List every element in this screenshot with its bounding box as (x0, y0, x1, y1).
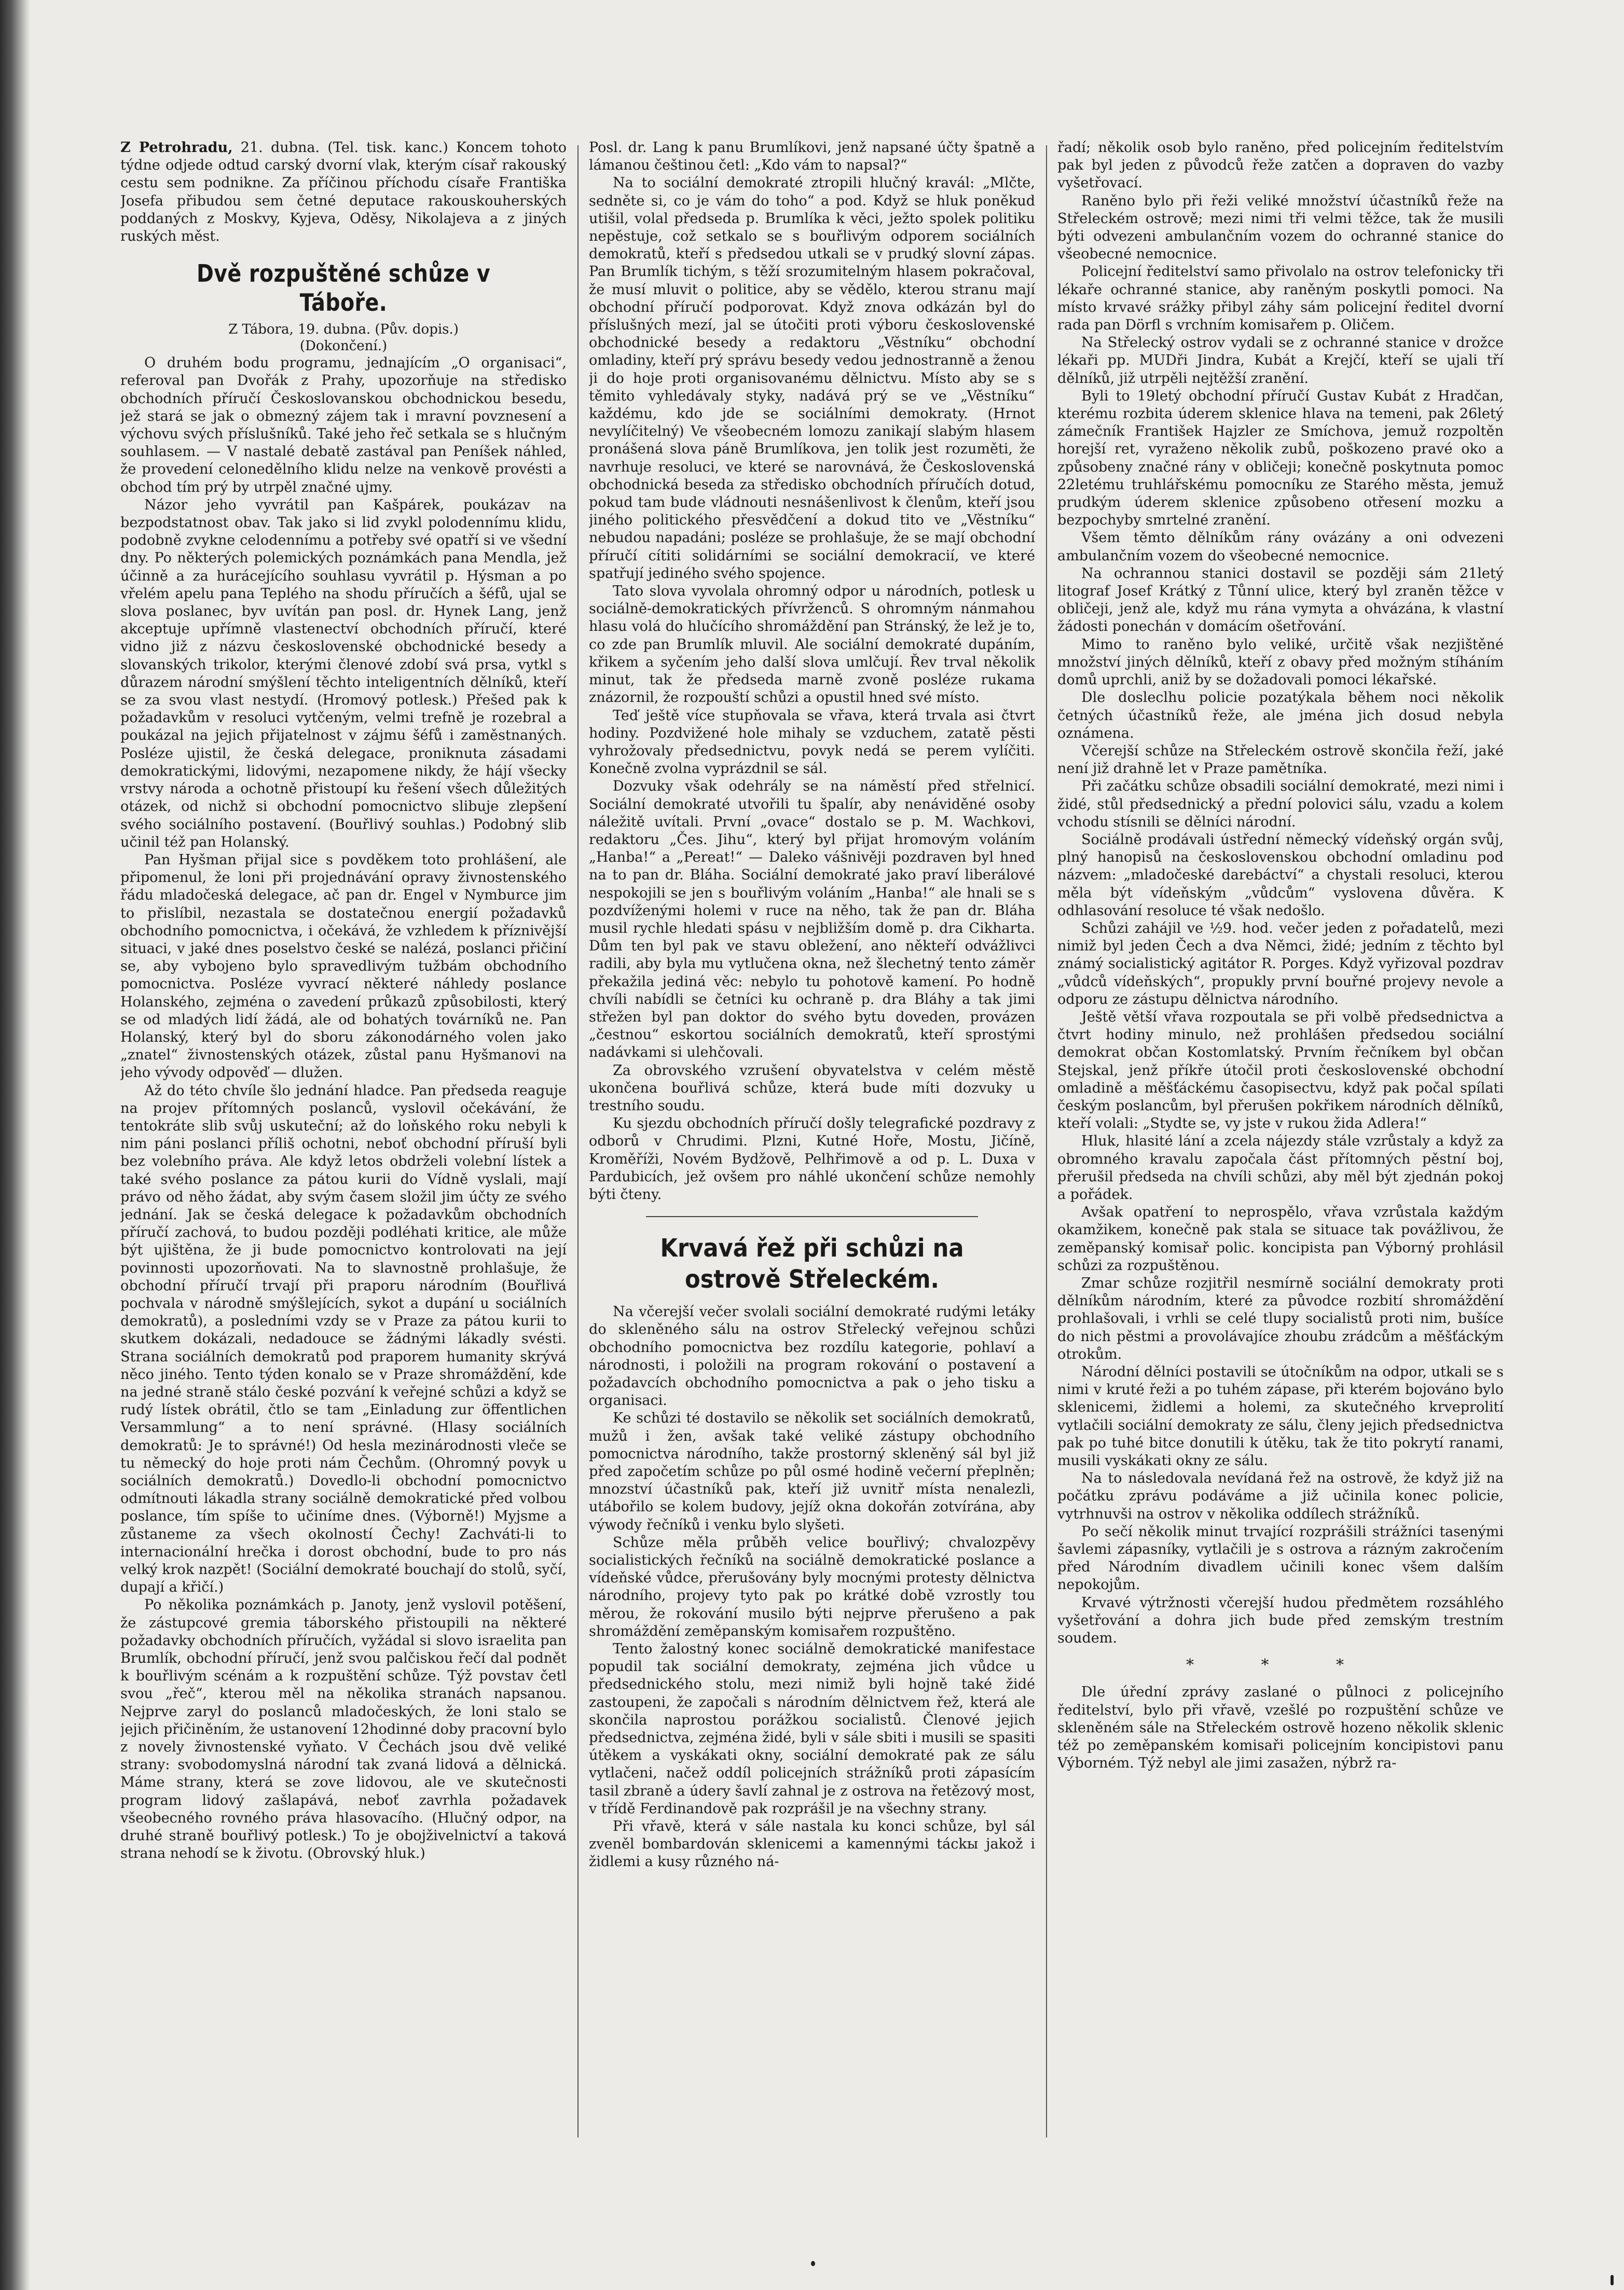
paragraph: Ku sjezdu obchodních příručí došly telegrafické pozdravy z odborů v Chrudimi. Plzni, Kutné Hoře, Mostu, Jičíně, Kroměříži, Novém Bydžově, Pelhřimově a od p. L. Duxa v Pardubicích, jež ovšem pro náhlé ukončení schůze nemohly býti čteny. (589, 1115, 1035, 1203)
paragraph: Pan Hyšman přijal sice s povděkem toto prohlášení, ale připomenul, že loni při projednávání opravy živnostenského řádu mladočeská delegace, ač pan dr. Engel v Nymburce jim to přislíbil, nezastala se dostatečnou energií požadavků obchodního pomocnictva, i očekává, že vzhledem k příznivější situaci, v jaké dnes poselstvo české se nalézá, poslanci přičiní se, aby vybojeno bylo spravedlivým tužbám obchodního pomocnictva. Posléze vyvrací některé náhledy poslance Holanského, zejména o zavedení průkazů způsobilosti, který se od mladých lidí žádá, ale od bohatých továrníků ne. Pan Holanský, který byl do sboru zákonodárného volen jako „znatel“ živnostenských otázek, zůstal panu Hyšmanovi na jeho vývody odpověď — dlužen. (120, 851, 567, 1081)
scan-speck (1611, 2275, 1614, 2285)
paragraph: Schůze měla průběh velice bouřlivý; chvalozpěvy socialistických řečníků na sociálně demokratické poslance a vídeňské vůdce, přerušovány byly mocnými protesty dělnictva národního, projevy tyto pak po krátké době vzrostly tou měrou, že rokování musilo býti nejprve přerušeno a pak shromáždění zeměpanským komisařem rozpuštěno. (589, 1534, 1035, 1639)
paragraph: Názor jeho vyvrátil pan Kašpárek, poukázav na bezpodstatnost obav. Tak jako si lid zvykl polodennímu klidu, podobně zvykne celodennímu a potřeby své opatří si ve všední dny. Po některých polemických poznámkách pana Mendla, jež účinně a za hurácejícího souhlasu vyvrátil p. Hýsman a po vřelém apelu pana Teplého na shodu příručích a šéfů, ujal se slova poslanec, byv uvítán pan posl. dr. Hynek Lang, jenž akceptuje upřímně vlastenectví obchodních příručí, které vidno již z názvu československé obchodnické besedy a slovanských trikolor, kterými členové zdobí svá prsa, vytkl s důrazem národní smýšlení těchto inteligentních dělníků, kteří se za svou vlast nestydí. (Hromový potlesk.) Přešed pak k požadavkům v resoluci vytčeným, velmi trefně je rozebral a poukázal na jejich přijatelnost v zájmu šéfů i zaměstnaných. Posléze ujistil, že česká delegace, proniknuta zásadami demokratickými, lidovými, nezapomene nikdy, že hájí všecky vrstvy národa a ochotně přistoupí ku řešení všech důležitých otázek, od nichž si obchodní pomocnictvo slibuje zlepšení svého sociálního postavení. (Bouřlivý souhlas.) Podobný slib učinil též pan Holanský. (120, 496, 567, 850)
news-item-body: 21. dubna. (Tel. tisk. kanc.) Koncem tohoto týdne odjede odtud carský dvorní vlak, kterým císař rakouský cestu sem podnikne. Za příčinou příchodu císaře Františka Josefa přibudou sem četné deputace rakouskouherských poddaných z Moskvy, Kyjeva, Oděsy, Nikolajeva a z jiných ruských měst. (120, 140, 567, 245)
paragraph: Raněno bylo při řeži veliké množství účastníků řeže na Střeleckém ostrově; mezi nimi tři velmi těžce, tak že musili býti odvezeni ambulančním vozem do ochranné stanice do všeobecné nemocnice. (1057, 192, 1504, 263)
column-2 (589, 139, 1035, 2178)
paragraph: Tato slova vyvolala ohromný odpor u národních, potlesk u sociálně-demokratických přívrženců. S ohromným nánmahou hlasu volá do hlučícího shromáždění pan Stránský, že lež je to, co zde pan Brumlík mluvil. Ale sociální demokraté dupáním, křikem a syčením jeho další slova umlčují. Řev trval několik minut, tak že předseda marně zvoně posléze rukama znázornil, že rozpouští schůzi a opustil hned své místo. (589, 583, 1035, 706)
paragraph: řadí; několik osob bylo raněno, před policejním ředitelstvím pak byl jeden z původců řeže zatčen a dopraven do vazby vyšetřovací. (1057, 140, 1504, 191)
paragraph: Dle dosleclhu policie pozatýkala během noci několik četných účastníků řeže, ale jména jich dosud nebyla oznámena. (1057, 689, 1504, 741)
dateline-lead: Z Petrohradu, (120, 140, 233, 156)
article-dateline: Z Tábora, 19. dubna. (Pův. dopis.) (228, 322, 459, 338)
paragraph: Na Střelecký ostrov vydali se z ochranné stanice v drožce lékaři pp. MUDři Jindra, Kubát a Krejčí, kteří se ujali tří dělníků, již utrpěli nejtěžší zranění. (1057, 335, 1504, 387)
paragraph: Byli to 19letý obchodní příručí Gustav Kubát z Hradčan, kterému rozbita úderem sklenice hlava na temeni, pak 26letý zámečník František Hajzler ze Smíchova, jemuž rozpoltěn horejší ret, vyraženo několik zubů, poškozeno pravé oko a způsobeny značné rány v obličeji; konečně poskytnuta pomoc 22letému truhlářskému pomocníku ze Starého města, jemuž prudkým úderem sklenice způsobeno otřesení mozku a bezpochyby smrtelné zranění. (1057, 388, 1504, 529)
paragraph: Dle úřední zprávy zaslané o půlnoci z policejního ředitelství, bylo při vřavě, vzešlé po rozpuštění schůze ve skleněném sále na Střeleckém ostrově hozeno několik sklenic též po zeměpanském komisaři policejním koncipistovi panu Výborném. Týž nebyl ale jimi zasažen, nýbrž ra- (1057, 1684, 1504, 1772)
paragraph: O druhém bodu programu, jednajícím „O organisaci“, referoval pan Dvořák z Prahy, upozorňuje na středisko obchodních příručí Českoslovanskou obchodnickou besedu, jež stará se jak o obmezný zájem tak i mravní povznesení a výchovu svých příslušníků. Také jeho řeč setkala se s hlučným souhlasem. — V nastalé debatě zastával pan Peníšek náhled, že provedení celonedělního klidu nelze na venkově provésti a obchod tím prý by utrpěl značné ujmy. (120, 355, 567, 495)
paragraph: Zmar schůze rozjitřil nesmírně sociální demokraty proti dělníkům národním, které za původce rozbití shromáždění prohlašovali, i vrhli se celé tlupy socialistů proti nim, bušíce do nich pěstmi a provolávajíce zhoubu zrádcům a měšťáckým otrokům. (1057, 1275, 1504, 1362)
paragraph: Při začátku schůze obsadili sociální demokraté, mezi nimi i židé, stůl předsednický a přední polovici sálu, vzadu a kolem vchodu stísnili se dělníci národní. (1057, 778, 1504, 830)
article-headline: Krvavá řež při schůzi na ostrově Střeleckém. (660, 1234, 964, 1294)
continuation-note: (Dokončení.) (299, 338, 388, 354)
paragraph: Ještě větší vřava rozpoutala se při volbě předsednictva a čtvrt hodiny minulo, než prohlášen předsedou sociální demokrat občan Kostomlatský. Prvním řečníkem byl občan Stejskal, jenž příkře útočil proti československé obchodní omladině a měšťáckému časopisectvu, když pak počal spílati českým poslancům, byl přerušen pokřikem národních dělníků, kteří volali: „Stydte se, vy jste v rukou žida Adlera!“ (1057, 1009, 1504, 1132)
paragraph: Včerejší schůze na Střeleckém ostrově skončila řeží, jaké není již drahně let v Praze pamětníka. (1057, 742, 1504, 777)
paragraph: Tento žalostný konec sociálně demokratické manifestace popudil tak sociální demokraty, zejména jich vůdce u předsednického stolu, mezi nimiž byli hojně také židé zastoupeni, že započali s národním dělnictvem řež, která ale skončila naprostou porážkou socialistů. Členové jejich předsednictva, zejména židé, byli v sále sbiti i musili se spasiti útěkem a vyskákati okny, sociální demokraté pak ze sálu vytlačeni, načež oddíl policejních strážníků proti zápasícím tasil zbraně a údery šavlí zahnal je z ostrova na řetězový most, v třídě Ferdinandově pak rozprášil je na všechny strany. (589, 1641, 1035, 1817)
paragraph: Národní dělníci postavili se útočníkům na odpor, utkali se s nimi v kruté řeži a po tuhém zápase, při kterém bojováno bylo sklenicemi, židlemi a holemi, za skutečného krveprolití vytlačili sociální demokraty ze sálu, členy jejich předsednictva pak po tuhé bitce donutili k útěku, tak že tito pokrytí ranami, musili vyskákati okny ze sálu. (1057, 1364, 1504, 1469)
article-separator (646, 1216, 978, 1217)
column-3 (1057, 139, 1504, 2178)
paragraph: Na to sociální demokraté ztropili hlučný kravál: „Mlčte, sedněte si, co je vám do toho“ a pod. Když se hluk poněkud utišil, volal předseda p. Brumlíka k věci, ježto spolek politiku nepěstuje, což setkalo se s bouřlivým odporem sociálních demokratů, kteří s předsedou utkali se v prudký slovní zápas. Pan Brumlík tichým, s těží srozumitelným hlasem pokračoval, že musí mluvit o politice, aby se vědělo, kterou stranu mají obchodní příručí podporovat. Když znova odkázán byl do příslušných mezí, jal se útočiti proti výboru československé obchodnické besedy a redaktoru „Věstníku“ obchodní omladiny, kteří prý správu besedy vedou jednostranně a ženou ji do hoje proti organisovanému dělnictvu. Místo aby se s těmito vyhledávaly styky, nadává prý se ve „Věstníku“ každému, kdo jde se sociálními demokraty. (Hrnot nevylíčitelný) Ve všeobecném lomozu zanikají slabým hlasem pronášená slova páně Brumlíkova, jen tolik jest rozuměti, že navrhuje resoluci, ve které se narovnává, že Československá obchodnická beseda za středisko obchodních příručích dotud, pokud tam bude vládnouti nesnášenlivost k členům, kteří jsou jiného politického přesvědčení a dokud tito ve „Věstníku“ nebudou napadáni; posléze se prohlašuje, že se mají obchodní příručí cítiti solidárními se sociální demokracií, ve které spatřují jediného svého spojence. (589, 175, 1035, 582)
paragraph: Sociálně prodávali ústřední německý vídeňský orgán svůj, plný hanopisů na československou obchodní omladinu pod názvem: „mladočeské darebáctví“ a chystali resoluci, kterou měla být vídeňským „vůdcům“ vyslovena důvěra. K odhlasování resoluce té však nedošlo. (1057, 831, 1504, 919)
paragraph: Avšak opatření to neprospělo, vřava vzrůstala každým okamžikem, konečně pak stala se situace tak povážlivou, že zeměpanský komisař polic. koncipista pan Výborný prohlásil schůzi za rozpuštěnou. (1057, 1204, 1504, 1274)
paragraph: Hluk, hlasité lání a zcela nájezdy stále vzrůstaly a když za obromného kravalu započala část přítomných pěstní boj, přerušil předseda na chvíli schůzi, aby měl být zjednán pokoj a pořádek. (1057, 1133, 1504, 1203)
paragraph: Na ochrannou stanici dostavil se později sám 21letý litograf Josef Krátký z Tůnní ulice, který byl zraněn těžce v obličeji, jenž ale, když mu rána vymyta a ohvázána, k vlastní žádosti ponechán v domácím ošetřování. (1057, 565, 1504, 635)
paragraph: Všem těmto dělníkům rány ovázány a oni odvezeni ambulančním vozem do všeobecné nemocnice. (1057, 530, 1504, 564)
section-stars: * * * (1186, 1656, 1375, 1675)
column-rule (577, 145, 579, 2137)
paragraph: Teď ještě více stupňovala se vřava, která trvala asi čtvrt hodiny. Pozdvižené hole mihaly se vzduchem, zatatě pěsti vyhrožovaly předsednictvu, povyk nedá se perem vylíčiti. Konečně zvolna vyprázdnil se sál. (589, 707, 1035, 777)
paragraph: Až do této chvíle šlo jednání hladce. Pan předseda reaguje na projev přítomných poslanců, vyslovil očekávání, že tentokráte slib svůj uskuteční; až do loňského roku nebyli k nim páni poslanci příliš ochotni, neboť obchodní příruší byli bez volebního práva. Ale když letos obdrželi volební lístek a také svého poslance za pátou kurii do Vídně vyslali, mají právo od něho žádat, aby svým časem složil jim účty ze svého jednání. Jak se česká delegace k požadavkům obchodních příručí zachová, to budou později podléhati kritice, ale může být ujištěna, že ji bude pomocnictvo kontrolovati na její povinnosti upozorňovati. Na to slavnostně prohlašuje, že obchodní příručí trvají při praporu národním (Bouřlivá pochvala v národně smýšlejících, sykot a dupání u sociálních demokratů), a posledními vzdy se v Praze za pátou kurii to skutkem dokázali, nedadouce se žádnými lákadly svésti. Strana sociálních demokratů pod praporem humanity skrývá něco jiného. Tento týden konalo se v Praze shromáždění, kde na jedné straně stálo české pozvání k veřejné schůzi a když se rudý lístek obrátil, čtlo se tam „Einladung zur öffentlichen Versammlung“ a to není správné. (Hlasy sociálních demokratů: Je to správné!) Od hesla mezinárodnosti vleče se tu německý do hoje proti nám Čechům. (Ohromný povyk u sociálních demokratů.) Dovedlo-li obchodní pomocnictvo odmítnouti lákadla strany sociálně demokratické před volbou poslance, tím spíše to učiníme dnes. (Výborně!) Myjsme a zůstaneme za všech okolností Čechy! Zachváti-li to internacionální hrečka i dorost obchodní, bude to pro nás velký krok nazpět! (Sociální demokraté bouchají do stolů, syčí, dupají a křičí.) (120, 1082, 567, 1596)
column-1 (120, 139, 567, 2178)
scan-edge (0, 0, 30, 2290)
paragraph: Ke schůzi té dostavilo se několik set sociálních demokratů, mužů i žen, avšak také veliké zástupy obchodního pomocnictva národního, takže prostorný skleněný sál byl již před započetím schůze po půl osmé hodině večerní přeplněn; mnozství účastníků pak, kteří již uvnitř místa nenalezli, utábořilo se kolem budovy, jejíž okna dokořán zotvírána, aby výwody řečníků i venku bylo slyšeti. (589, 1410, 1035, 1533)
paragraph: Policejní ředitelství samo přivolalo na ostrov telefonicky tři lékaře ochranné stanice, aby raněným poskytli pomoci. Na místo krvavé srážky přibyl záhy sám policejní ředitel dvorní rada pan Dörfl s vrchním komisařem p. Oličem. (1057, 264, 1504, 334)
paragraph: Posl. dr. Lang k panu Brumlíkovi, jenž napsané účty špatně a lámanou češtinou četl: „Kdo vám to napsal?“ (589, 140, 1035, 174)
paragraph: Schůzi zahájil ve ½9. hod. večer jeden z pořadatelů, mezi nimiž byl jeden Čech a dva Němci, židé; jedním z těchto byl známý socialistický agitátor R. Porges. Když vyřizoval pozdrav „vůdců vídeňských“, propukly první bouřné projevy nevole a odporu ze zástupu dělnictva národního. (1057, 920, 1504, 1008)
paragraph: Dozvuky však odehrály se na náměstí před střelnicí. Sociální demokraté utvořili tu špalír, aby nenáviděné osoby náležitě uvítali. První „ovace“ dostalo se p. M. Wachkovi, redaktoru „Čes. Jihu“, který byl přijat hromovým voláním „Hanba!“ a „Pereat!“ — Daleko vášnivěji pozdraven byl hned na to pan dr. Bláha. Sociální demokraté jako praví liberálové nespokojili se jen s bouřlivým voláním „Hanba!“ ale hnali se s pozdvíženými holemi v ruce na něho, tak že pan dr. Bláha musil rychle hledati spásu v nejbližším domě p. dra Cikharta. Dům ten byl pak ve stavu obležení, ano někteří odvážlivci radili, aby byla mu vytlučena okna, než šlechetný tento záměr překažila jediná věc: nebylo tu pohotově kamení. Po hodně chvíli nabídli se četníci ku ochraně p. dra Bláhy a tak jimi střežen byl pan doktor do svého bytu doveden, provázen „čestnou“ eskortou sociálních demokratů, kteří sprostými nadávkami si ulehčovali. (589, 778, 1035, 1061)
paragraph: Na to následovala nevídaná řež na ostrově, že když již na počátku zprávu podáváme a již učinila konec policie, vytrhnuvši na ostrov v několika oddílech strážníků. (1057, 1470, 1504, 1522)
article-headline: Dvě rozpuštěné schůze v Táboře. (196, 259, 491, 317)
paragraph: Po několika poznámkách p. Janoty, jenž vyslovil potěšení, že zástupcové gremia táborského přistoupili na některé požadavky obchodních příručích, vyžádal si slovo israelita pan Brumlík, obchodní příručí, jenž svou palčiskou řečí dal podnět k bouřlivým scénám a k rozpuštění schůze. Týž povstav četl svou „řeč“, kterou měl na několika stranách napsanou. Nejprve zaryl do poslanců mladočeských, že loni stalo se jejich přičiněním, že ustanovení 12hodinné doby pracovní bylo z novely živnostenské vyňato. V Čechách jsou dvě veliké strany: svobodomyslná národní tak zvaná lidová a dělnická. Máme strany, která se zove lidovou, ale ve skutečnosti program lidový zašlapává, neboť zavrhla požadavek všeobecného rovného práva hlasovacího. (Hlučný odpor, na druhé straně bouřlivý potlesk.) To je obojživelnictví a taková strana nehodí se k životu. (Obrovský hluk.) (120, 1597, 567, 1862)
paragraph: Krvavé výtržnosti včerejší hudou předmětem rozsáhlého vyšetřování a dohra jich bude před zemským trestním soudem. (1057, 1594, 1504, 1647)
paragraph: Mimo to raněno bylo veliké, určitě však nezjištěné množství jiných dělníků, kteří z obavy před možným stíháním domů uprchli, aniž by se dožadovali pomoci lékařské. (1057, 636, 1504, 688)
column-rule (1046, 145, 1047, 2137)
paragraph: Při vřavě, která v sále nastala ku konci schůze, byl sál zveněl bombardován sklenicemi a kamennými táckы jakož i židlemi a kusy různého ná- (589, 1818, 1035, 1870)
news-item-petrohrad (120, 139, 567, 245)
paragraph: Po sečí několik minut trvající rozprášili strážníci tasenými šavlemi zápasníky, vytlačili je s ostrova a rázným zakročením před Národním divadlem učinili konec všem dalším nepokojům. (1057, 1523, 1504, 1593)
scan-speck (811, 2261, 815, 2266)
paragraph: Na včerejší večer svolali sociální demokraté rudými letáky do skleněného sálu na ostrov Střelecký veřejnou schůzi obchodního pomocnictva bez rozdílu kategorie, pohlaví a národnosti, i položili na program rokování o postavení a požadavcích obchodního pomocnictva a pak o jeho tisku a organisaci. (589, 1304, 1035, 1409)
paragraph: Za obrovského vzrušení obyvatelstva v celém městě ukončena bouřlivá schůze, která bude míti dozvuky u trestního soudu. (589, 1062, 1035, 1114)
